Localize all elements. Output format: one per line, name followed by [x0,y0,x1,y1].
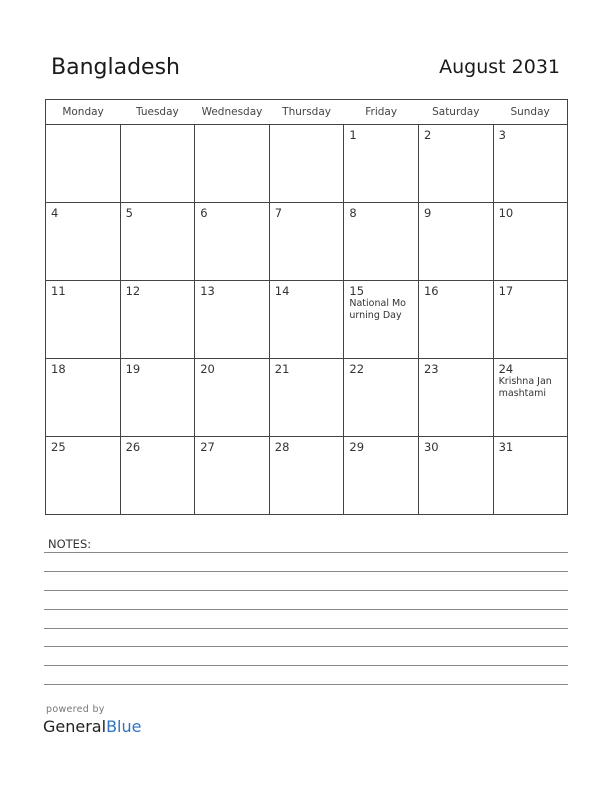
weekday-header-row [46,100,568,125]
country-title: Bangladesh [51,55,180,80]
day-number: 24 [498,362,514,376]
day-cell [344,281,419,359]
day-cell [120,125,195,203]
week-row [46,437,568,515]
notes-line [44,571,568,572]
day-cell [493,359,568,437]
powered-by-text: powered by [46,704,105,715]
day-number: 28 [274,440,290,454]
day-cell [195,281,270,359]
notes-line [44,609,568,610]
day-cell [46,281,121,359]
day-number: 6 [200,206,208,220]
day-number: 10 [498,206,514,220]
day-cell [418,281,493,359]
day-number: 17 [498,284,514,298]
day-cell [46,437,121,515]
day-cell [195,203,270,281]
day-cell [493,125,568,203]
day-number: 8 [349,206,357,220]
day-cell [269,281,344,359]
day-number: 30 [423,440,439,454]
day-number: 25 [51,440,66,454]
day-number: 21 [274,362,290,376]
day-cell [120,281,195,359]
day-cell [344,437,419,515]
day-cell [46,203,121,281]
notes-line [44,665,568,666]
day-cell [46,359,121,437]
notes-line [44,552,568,553]
notes-label: NOTES: [48,537,92,551]
day-cell [195,359,270,437]
week-row [46,281,568,359]
week-row [46,203,568,281]
day-cell [195,437,270,515]
day-number: 23 [423,362,439,376]
day-number: 16 [423,284,439,298]
notes-line [44,628,568,629]
day-number: 7 [274,206,283,220]
day-number: 12 [125,284,141,298]
day-number: 9 [423,206,432,220]
day-cell [418,437,493,515]
day-cell [269,359,344,437]
brand-general: General [43,717,107,736]
brand-blue: Blue [106,717,142,736]
day-cell [493,203,568,281]
day-number: 14 [274,284,290,298]
notes-line [44,590,568,591]
day-number: 1 [349,128,357,142]
day-cell [120,437,195,515]
week-row [46,125,568,203]
weekday-header: Tuesday [120,100,195,125]
day-number: 4 [51,206,59,220]
day-cell [120,203,195,281]
day-number: 31 [498,440,514,454]
day-cell [269,125,344,203]
day-cell [493,281,568,359]
notes-line [44,684,568,685]
day-number: 20 [200,362,215,376]
day-cell [418,359,493,437]
brand-logo [43,717,141,736]
day-cell [269,437,344,515]
day-number: 19 [125,362,141,376]
weekday-header: Thursday [269,100,344,125]
weekday-header: Sunday [493,100,568,125]
day-cell [493,437,568,515]
day-cell [344,125,419,203]
day-cell [195,125,270,203]
day-number: 3 [498,128,506,142]
holiday-label: National Mourning Day [349,298,406,321]
weekday-header: Wednesday [195,100,270,125]
weekday-header: Friday [344,100,419,125]
week-row [46,359,568,437]
weekday-header: Monday [46,100,121,125]
day-number: 13 [200,284,215,298]
day-number: 27 [200,440,215,454]
day-cell [344,203,419,281]
day-number: 2 [423,128,432,142]
day-number: 5 [125,206,133,220]
day-number: 15 [349,284,365,298]
month-year-title: August 2031 [439,56,560,78]
day-cell [269,203,344,281]
day-cell [46,125,121,203]
notes-line [44,646,568,647]
day-cell [418,203,493,281]
day-cell [120,359,195,437]
day-cell [344,359,419,437]
day-number: 26 [125,440,141,454]
day-cell [418,125,493,203]
weekday-header: Saturday [418,100,493,125]
day-number: 29 [349,440,365,454]
day-number: 11 [51,284,66,298]
day-number: 18 [51,362,66,376]
day-number: 22 [349,362,365,376]
holiday-label: Krishna Janmashtami [498,376,552,399]
calendar-grid [45,99,568,515]
